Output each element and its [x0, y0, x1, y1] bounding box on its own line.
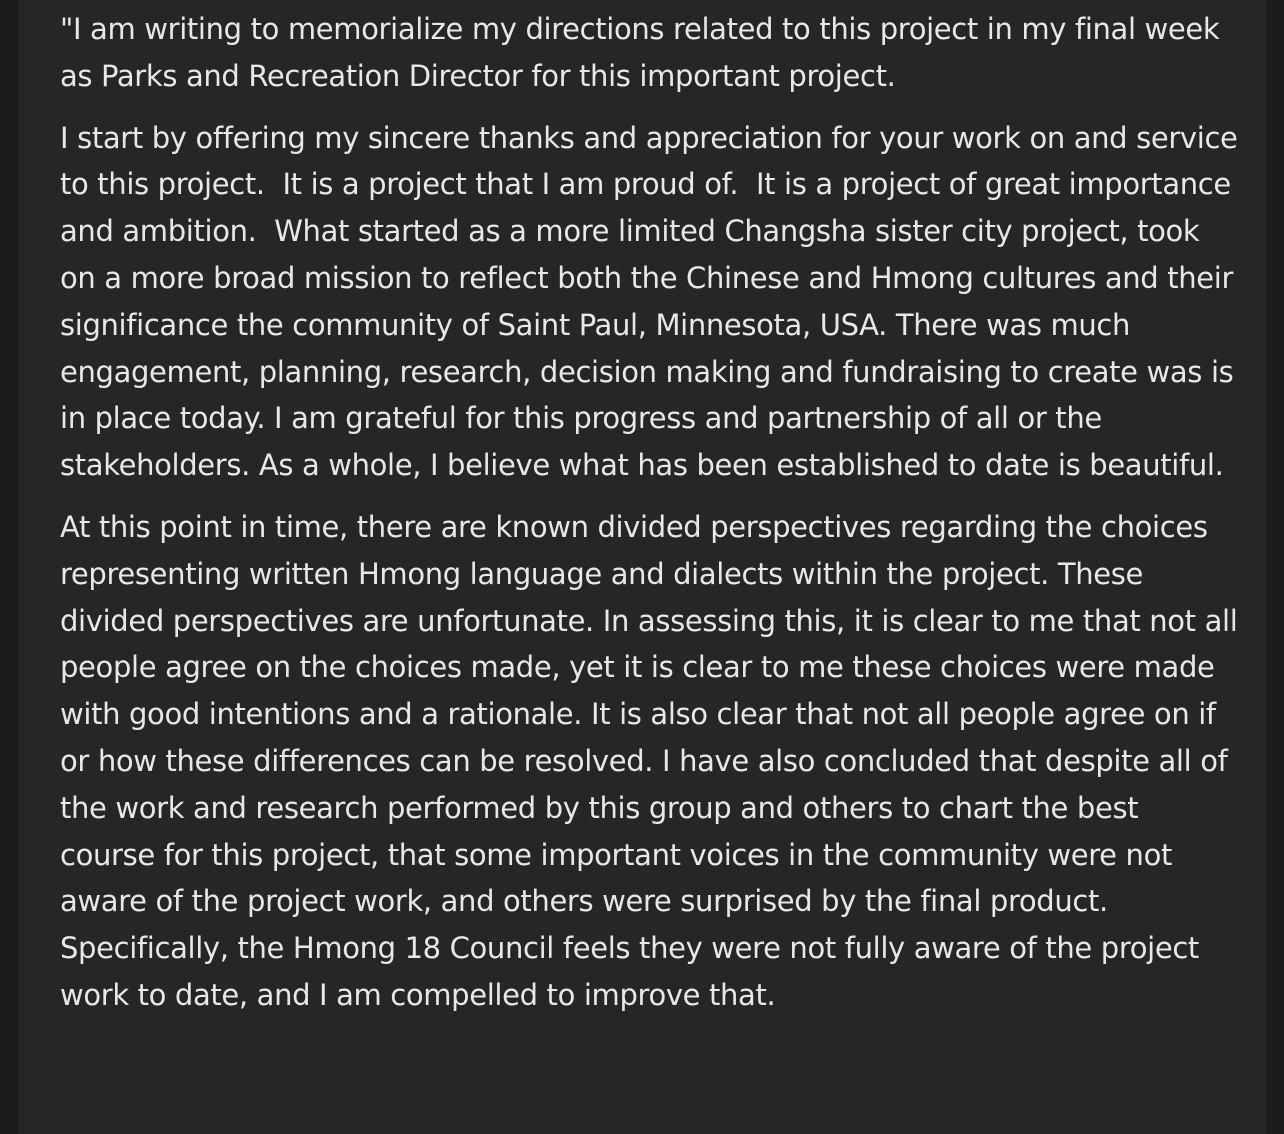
paragraph-perspectives: At this point in time, there are known divided perspectives regarding the choices representing written Hmong language and dialects within the project. These divided perspectives are unfortunate. In assessing this, it is clear to me that not all people agree on the choices made, yet it is clear to me these choices were made with good intentions and a rationale. It is also clear that not all people agree on if or how these differences can be resolved. I have also concluded that despite all of the work and research performed by this group and others to chart the best course for this project, that some important voices in the community were not aware of the project work, and others were surprised by the final product. Specifically, the Hmong 18 Council feels they were not fully aware of the project work to date, and I am compelled to improve that. — [60, 509, 1247, 1012]
paragraph-intro: "I am writing to memorialize my directions related to this project in my final week as Parks and Recreation Director for this important project. — [60, 12, 1229, 93]
paragraph-thanks: I start by offering my sincere thanks and appreciation for your work on and service to this project. It is a project that I am proud of. It is a project of great importance and ambition. What started as a more limited Changsha sister city project, took on a more broad mission to reflect both the Chinese and Hmong cultures and their significance the community of Saint Paul, Minnesota, USA. There was much engagement, planning, research, decision making and fundraising to create was is in place today. I am grateful for this progress and partnership of all or the stakeholders. As a whole, I believe what has been established to date is beautiful. — [60, 120, 1247, 483]
quoted-letter — [60, 6, 1266, 1019]
post-content-panel — [18, 0, 1266, 1134]
